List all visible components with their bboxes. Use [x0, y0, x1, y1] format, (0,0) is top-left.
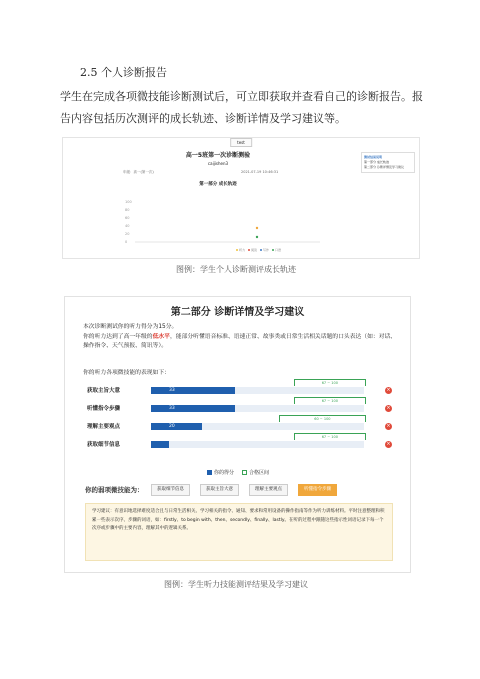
legend-title: 测试结果说明 — [364, 155, 383, 159]
series-legend: 听力 — [239, 248, 246, 252]
skill-score-bar: 20 — [151, 423, 202, 430]
skill-track — [151, 441, 364, 448]
fail-icon: × — [386, 387, 391, 393]
diagnosis-summary — [83, 323, 401, 352]
skill-label: 听懂指令步骤 — [87, 406, 121, 412]
part-two-heading: 第二部分 诊断详情及学习建议 — [170, 307, 305, 318]
level-highlight: 低水平 — [152, 333, 170, 340]
legend-qualified: 合格区间 — [248, 470, 269, 476]
data-point — [256, 236, 258, 238]
report-title: 高一5班第一次诊断测验 — [185, 152, 251, 159]
test-button[interactable]: test — [230, 138, 252, 147]
y-tick-label: 60 — [125, 216, 130, 220]
level-sentence: 你的听力达到了高一年级的低水平，能部分听懂语音标准、语速正常、故事类或日常生活相关话题的口头表达（如：对话、操作指令、天气预报、简讯等）。 — [83, 333, 397, 349]
y-tick-label: 40 — [125, 224, 130, 228]
legend-item[interactable]: 第一部分 成长轨迹 — [364, 160, 389, 164]
learning-advice: 学习建议：有意识地选择难度适合且与日常生活相关、学习相关的指令、通知、要求和常用设备的操作指南等作为听力训练材料。平时注意整理和积累一些表示次序、步骤的词语，如：firstly、to begin with、then、secondly、finally、lastly。在听的过程中跟随这些指示性词语记录下每一个次序或步骤中的主要内容，理解其中的逻辑关系。 — [85, 503, 393, 561]
diagnosis-detail-figure — [64, 296, 411, 573]
part-one-heading: 第一部分 成长轨迹 — [199, 182, 237, 187]
skill-track — [151, 423, 364, 430]
series-legend: 阅读 — [251, 248, 258, 252]
legend-dot — [272, 249, 274, 251]
test-date: 2021-07-19 10:46:31 — [241, 170, 279, 174]
skill-label: 理解主要观点 — [87, 424, 121, 430]
figure2-caption: 图例：学生听力技能测评结果及学习建议 — [164, 580, 308, 589]
y-tick-label: 0 — [125, 240, 128, 244]
qualified-range: 67 ~ 100 — [294, 397, 366, 404]
data-point — [256, 227, 258, 229]
student-name: caijishen3 — [207, 161, 229, 166]
section-title: 2.5 个人诊断报告 — [80, 66, 167, 79]
qualified-swatch — [242, 470, 247, 475]
series-legend: 口语 — [275, 248, 282, 252]
skill-track — [151, 387, 364, 394]
skill-score-bar: 33 — [151, 387, 235, 394]
legend-score: 你的得分 — [214, 470, 235, 476]
figure1-caption: 图例：学生个人诊断测评成长轨迹 — [176, 265, 296, 274]
score-sentence: 本次诊断测试你的听力得分为15分。 — [83, 324, 178, 330]
legend-item[interactable]: 第二部分 诊断详情及学习建议 — [364, 165, 404, 169]
result-legend — [361, 152, 415, 173]
y-tick-label: 20 — [125, 232, 130, 236]
series-legend: 写作 — [263, 248, 270, 252]
skill-label: 获取细节信息 — [87, 442, 121, 448]
growth-trajectory-figure — [62, 137, 420, 259]
legend-dot — [248, 249, 250, 251]
skill-score-bar — [151, 441, 169, 448]
intro-paragraph: 学生在完成各项微技能诊断测试后，可立即获取并查看自己的诊断报告。报告内容包括历次测评的成长轨迹、诊断详情及学习建议等。 — [60, 90, 423, 125]
y-tick-label: 80 — [125, 208, 130, 212]
grade-info: 年级：高一(第一次) — [123, 170, 154, 174]
module-button[interactable]: 获取细节信息 — [151, 484, 190, 496]
module-button[interactable]: 理解主要观点 — [249, 484, 288, 496]
qualified-range: 67 ~ 100 — [294, 433, 366, 440]
fail-icon: × — [386, 405, 391, 411]
qualified-range: 60 ~ 100 — [279, 415, 366, 422]
bar-legend — [207, 469, 269, 476]
skill-score-bar: 33 — [151, 405, 235, 412]
legend-dot — [260, 249, 262, 251]
growth-chart — [125, 198, 325, 256]
weak-skills-label: 你的弱项微技能为： — [85, 486, 144, 494]
skill-label: 获取主旨大意 — [87, 388, 121, 394]
skills-heading: 你的听力各项微技能的表现如下： — [83, 370, 170, 376]
fail-icon: × — [386, 423, 391, 429]
skill-track — [151, 405, 364, 412]
qualified-range: 67 ~ 100 — [294, 379, 366, 386]
legend-dot — [236, 249, 238, 251]
module-button-active[interactable]: 听懂指令步骤 — [298, 484, 337, 496]
module-button[interactable]: 获取主旨大意 — [200, 484, 239, 496]
fail-icon: × — [386, 441, 391, 447]
y-tick-label: 100 — [125, 200, 132, 204]
score-swatch — [207, 470, 212, 475]
